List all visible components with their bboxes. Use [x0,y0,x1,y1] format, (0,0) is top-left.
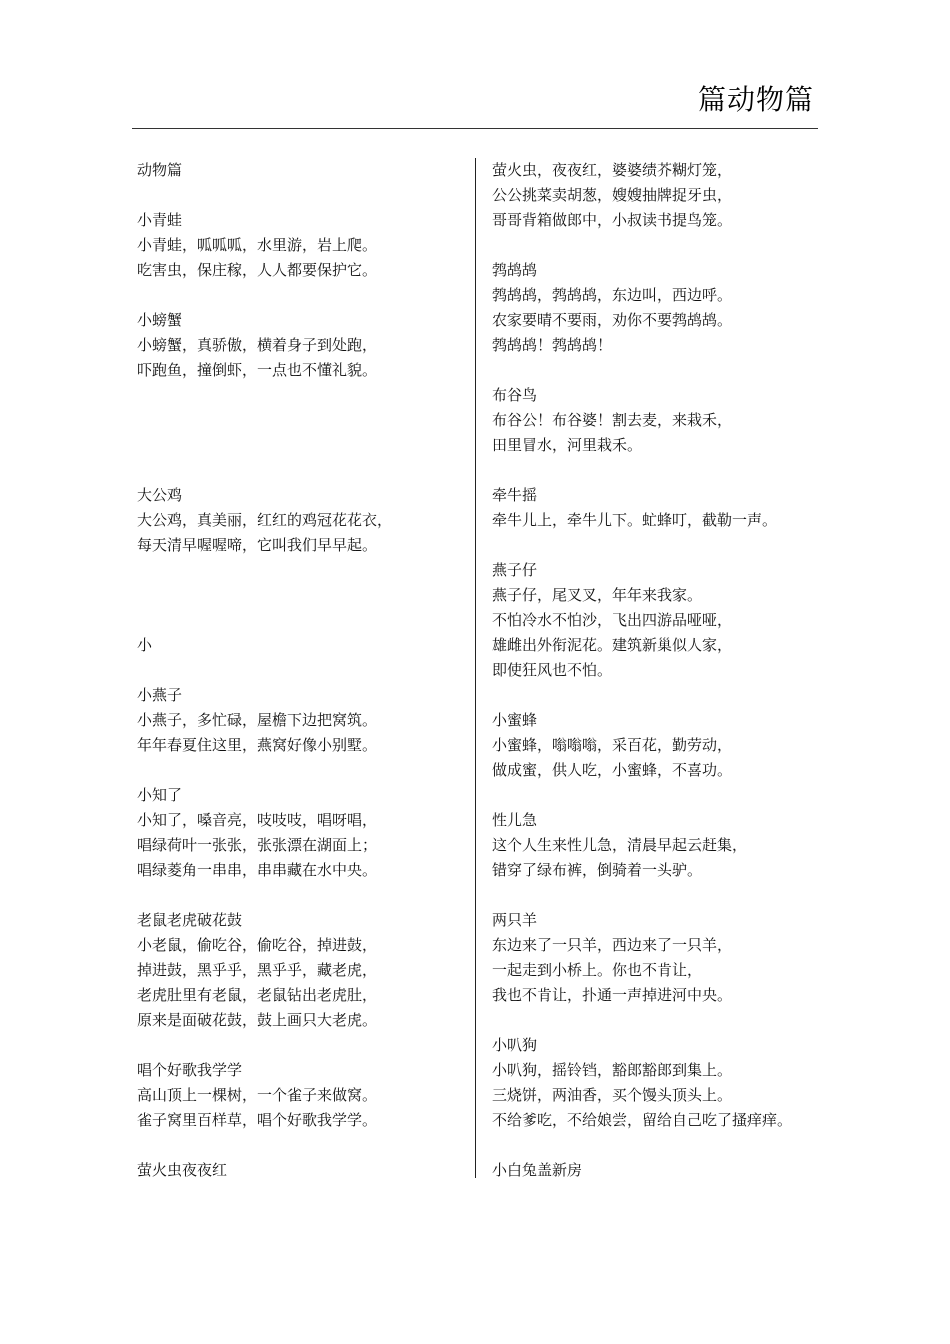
blank-line [137,1133,467,1158]
blank-line [492,1133,818,1158]
blank-line [137,383,467,408]
text-line: 唱个好歌我学学 [137,1061,243,1079]
text-line: 公公挑菜卖胡葱，嫂嫂抽牌捉牙虫， [492,186,733,204]
blank-line [137,1033,467,1058]
text-line: 年年春夏住这里，燕窝好像小别墅。 [137,736,378,754]
text-line: 小螃蟹，真骄傲，横着身子到处跑， [137,336,378,354]
blank-line [137,558,467,583]
blank-line [137,283,467,308]
text-line: 小燕子 [137,686,183,704]
blank-line [492,783,818,808]
text-line: 唱绿荷叶一张张，张张漂在湖面上； [137,836,378,854]
text-line: 雀子窝里百样草，唱个好歌我学学。 [137,1111,378,1129]
blank-line [492,883,818,908]
text-line: 燕子仔 [492,561,538,579]
text-line: 小青蛙 [137,211,183,229]
text-line: 三烧饼，两油香，买个馒头顶头上。 [492,1086,733,1104]
text-line: 动物篇 [137,161,183,179]
column-divider [475,158,476,1178]
page-header-title: 篇动物篇 [697,83,814,116]
text-line: 鹁鸪鸪！鹁鸪鸪！ [492,336,613,354]
text-line: 萤火虫，夜夜红，婆婆绩芥糊灯笼， [492,161,733,179]
text-line: 吃害虫，保庄稼，人人都要保护它。 [137,261,378,279]
left-column [137,158,467,1183]
blank-line [137,583,467,608]
text-line: 吓跑鱼，撞倒虾，一点也不懂礼貌。 [137,361,378,379]
text-line: 小蜜蜂，嗡嗡嗡，采百花，勤劳动， [492,736,733,754]
text-line: 掉进鼓，黑乎乎，黑乎乎，藏老虎， [137,961,378,979]
text-line: 老虎肚里有老鼠，老鼠钻出老虎肚， [137,986,378,1004]
text-line: 小白兔盖新房 [492,1161,583,1179]
text-line: 高山顶上一棵树，一个雀子来做窝。 [137,1086,378,1104]
blank-line [137,183,467,208]
text-line: 鹁鸪鸪 [492,261,538,279]
blank-line [492,458,818,483]
text-line: 小蜜蜂 [492,711,538,729]
text-line: 做成蜜，供人吃，小蜜蜂，不喜功。 [492,761,733,779]
blank-line [137,658,467,683]
text-line: 牵牛摇 [492,486,538,504]
text-line: 小燕子，多忙碌，屋檐下边把窝筑。 [137,711,378,729]
text-line: 性儿急 [492,811,538,829]
text-line: 这个人生来性儿急，清晨早起云赶集， [492,836,748,854]
text-line: 小老鼠，偷吃谷，偷吃谷，掉进鼓， [137,936,378,954]
text-line: 鹁鸪鸪，鹁鸪鸪，东边叫，西边呼。 [492,286,733,304]
blank-line [137,608,467,633]
blank-line [137,758,467,783]
blank-line [492,1008,818,1033]
text-line: 田里冒水，河里栽禾。 [492,436,643,454]
text-line: 牵牛儿上，牵牛儿下。虻蜂叮，截勒一声。 [492,511,778,529]
text-line: 农家要晴不要雨，劝你不要鹁鸪鸪。 [492,311,733,329]
right-column [492,158,818,1183]
text-line: 大公鸡 [137,486,183,504]
text-line: 一起走到小桥上。你也不肯让， [492,961,703,979]
blank-line [492,533,818,558]
blank-line [137,433,467,458]
text-line: 小 [137,636,153,654]
text-line: 不怕冷水不怕沙，飞出四游品哑哑， [492,611,733,629]
text-line: 小青蛙，呱呱呱，水里游，岩上爬。 [137,236,378,254]
text-line: 两只羊 [492,911,538,929]
text-line: 雄雌出外衔泥花。建筑新巢似人家， [492,636,733,654]
text-line: 错穿了绿布裤，倒骑着一头驴。 [492,861,703,879]
text-line: 燕子仔，尾叉叉，年年来我家。 [492,586,703,604]
text-line: 我也不肯让，扑通一声掉进河中央。 [492,986,733,1004]
text-line: 不给爹吃，不给娘尝，留给自己吃了搔痒痒。 [492,1111,793,1129]
text-line: 东边来了一只羊，西边来了一只羊， [492,936,733,954]
text-line: 布谷鸟 [492,386,538,404]
text-line: 布谷公！布谷婆！割去麦，来栽禾， [492,411,733,429]
text-line: 小螃蟹 [137,311,183,329]
text-line: 即使狂风也不怕。 [492,661,613,679]
blank-line [492,233,818,258]
text-line: 老鼠老虎破花鼓 [137,911,243,929]
text-line: 唱绿菱角一串串，串串藏在水中央。 [137,861,378,879]
blank-line [137,408,467,433]
text-line: 每天清早喔喔啼，它叫我们早早起。 [137,536,378,554]
text-line: 小叭狗，摇铃铛，豁郎豁郎到集上。 [492,1061,733,1079]
text-line: 大公鸡，真美丽，红红的鸡冠花花衣， [137,511,393,529]
text-line: 小叭狗 [492,1036,538,1054]
text-line: 萤火虫夜夜红 [137,1161,228,1179]
blank-line [137,458,467,483]
text-line: 小知了，嗓音亮，吱吱吱，唱呀唱， [137,811,378,829]
text-line: 小知了 [137,786,183,804]
header-divider [132,128,818,129]
blank-line [492,358,818,383]
blank-line [492,683,818,708]
text-line: 原来是面破花鼓，鼓上画只大老虎。 [137,1011,378,1029]
blank-line [137,883,467,908]
text-line: 哥哥背箱做郎中，小叔读书提鸟笼。 [492,211,733,229]
